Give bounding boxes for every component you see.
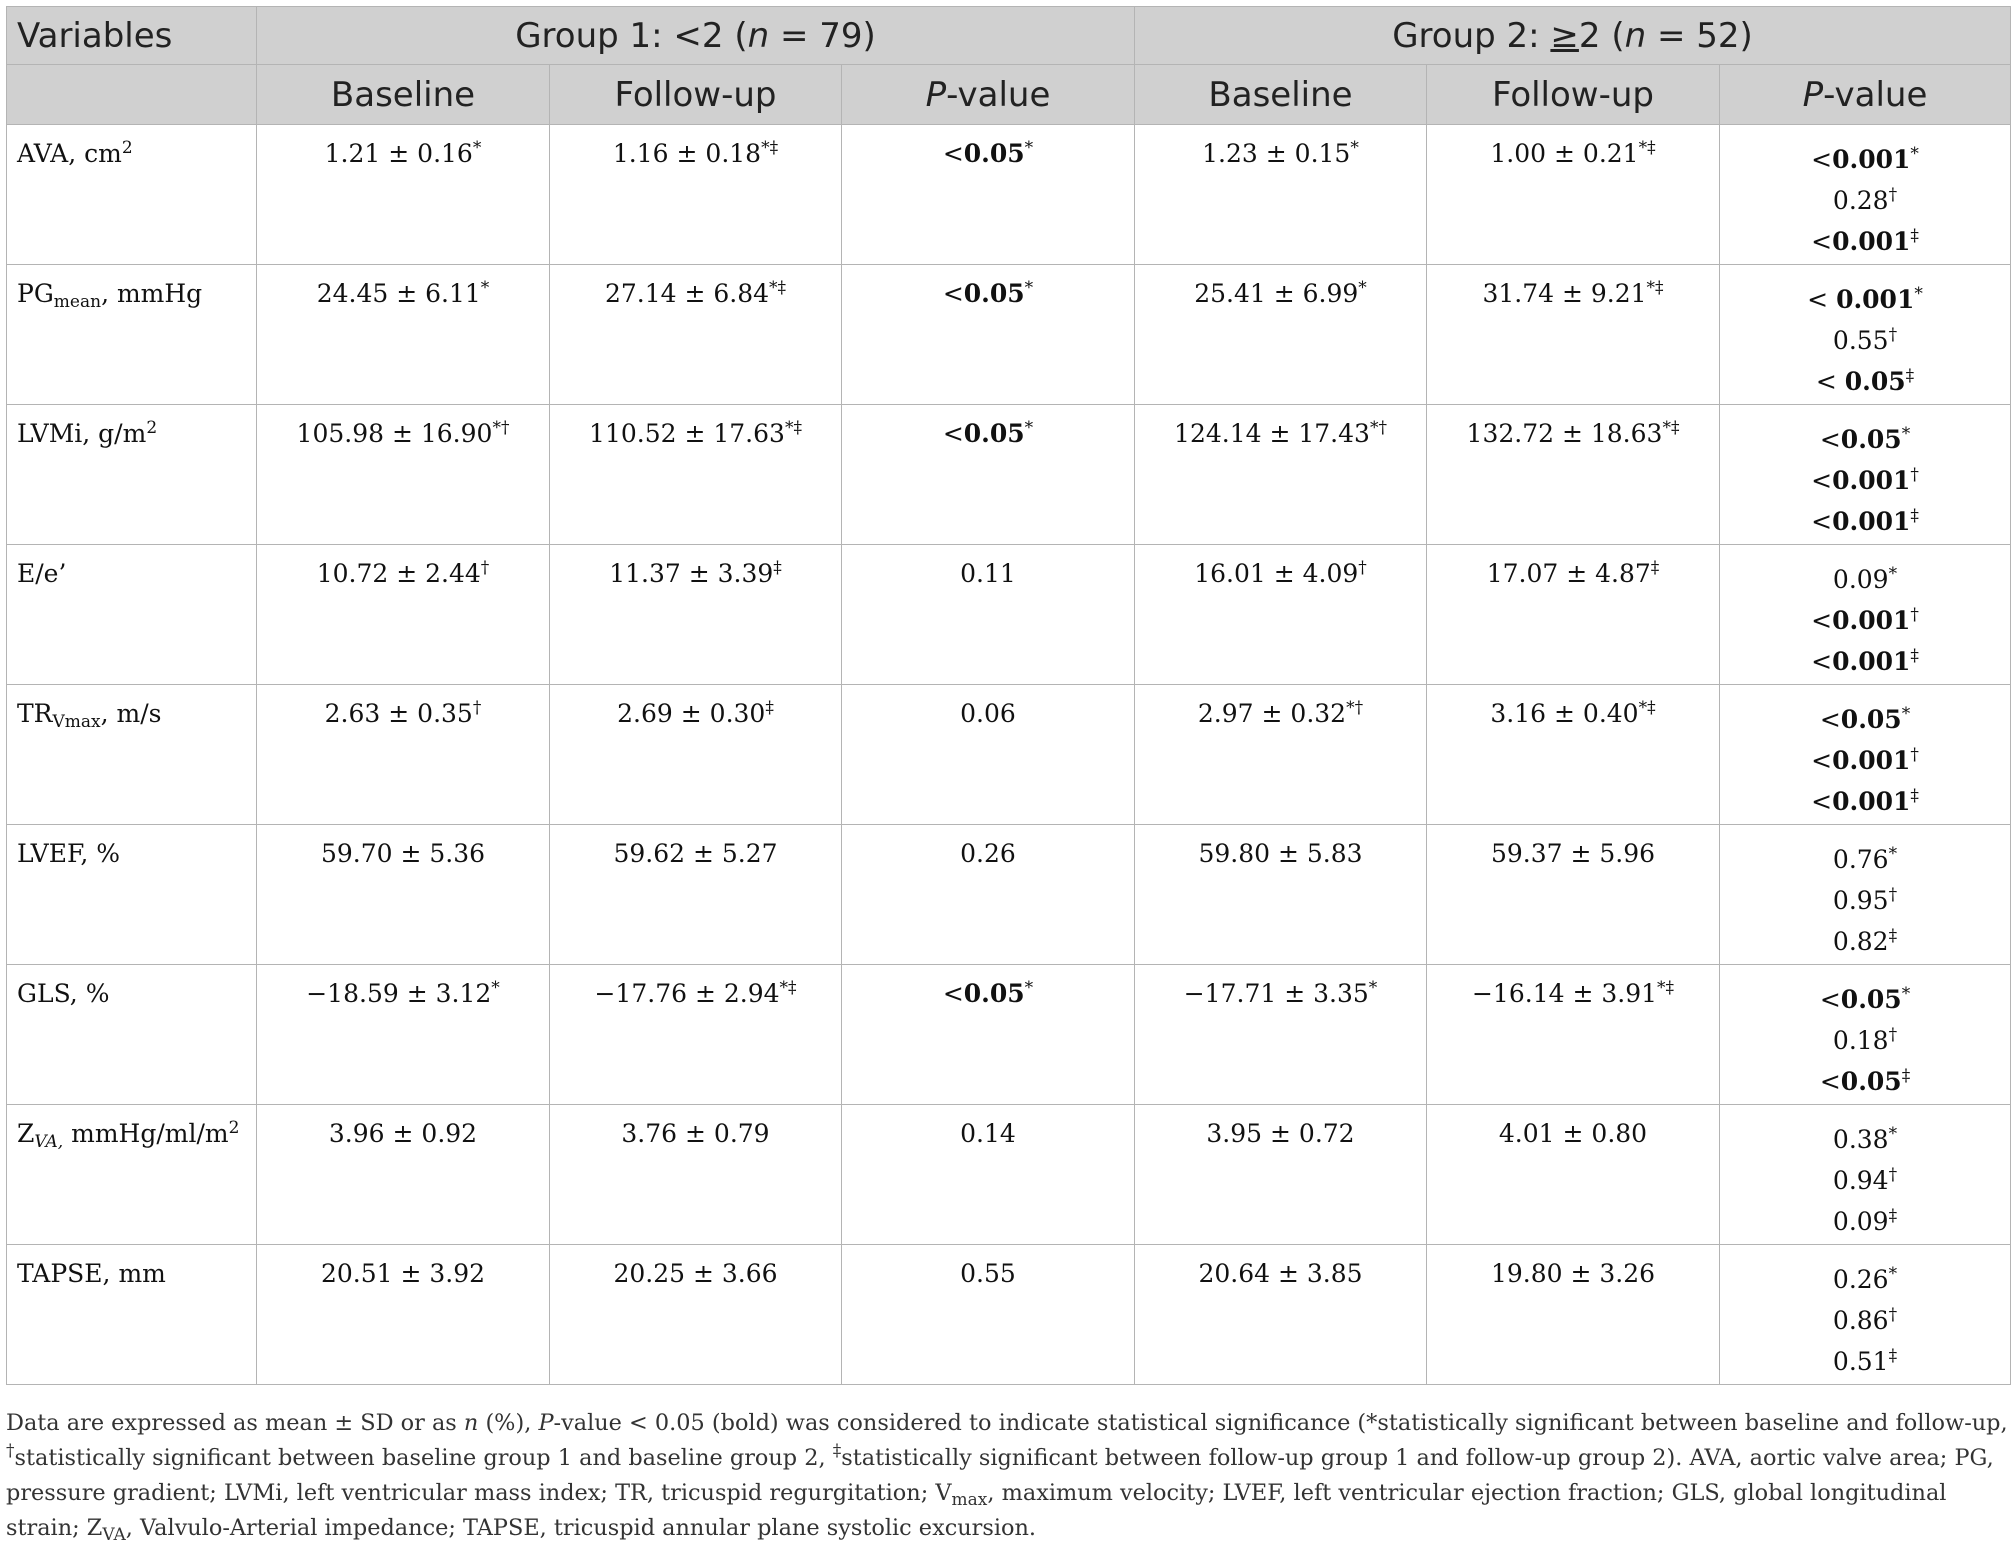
g1-baseline-cell: 1.21 ± 0.16* bbox=[257, 125, 550, 265]
table-row bbox=[7, 1105, 2011, 1245]
g1-baseline-cell: 2.63 ± 0.35† bbox=[257, 685, 550, 825]
g1-followup-cell: 2.69 ± 0.30‡ bbox=[550, 685, 842, 825]
g1-pvalue-cell: <0.05* bbox=[842, 965, 1135, 1105]
g1-followup-cell: 27.14 ± 6.84*‡ bbox=[550, 265, 842, 405]
g1-pvalue-cell: 0.55 bbox=[842, 1245, 1135, 1385]
header-empty bbox=[7, 65, 257, 125]
g1-pvalue-cell: 0.06 bbox=[842, 685, 1135, 825]
variable-cell: LVEF, % bbox=[7, 825, 257, 965]
variable-cell: E/e’ bbox=[7, 545, 257, 685]
table-row bbox=[7, 825, 2011, 965]
g1-baseline-cell: 3.96 ± 0.92 bbox=[257, 1105, 550, 1245]
pvalue-line: < 0.001* bbox=[1807, 284, 1923, 314]
pvalue-line: <0.001‡ bbox=[1811, 646, 1919, 676]
variable-cell: AVA, $cm^2$ bbox=[7, 125, 257, 265]
table-row bbox=[7, 1245, 2011, 1385]
g1-pvalue-cell: 0.14 bbox=[842, 1105, 1135, 1245]
data-table bbox=[6, 6, 2011, 1385]
g1-followup-cell: 110.52 ± 17.63*‡ bbox=[550, 405, 842, 545]
pvalue-line: 0.95† bbox=[1832, 885, 1898, 915]
g2-pvalue-cell bbox=[1720, 965, 2011, 1105]
pvalue-line: 0.51‡ bbox=[1832, 1346, 1898, 1376]
pvalue-line: <0.001‡ bbox=[1811, 226, 1919, 256]
table-row bbox=[7, 405, 2011, 545]
variable-cell: LVMi, $g/m^2$ bbox=[7, 405, 257, 545]
g1-baseline-cell: 10.72 ± 2.44† bbox=[257, 545, 550, 685]
table-wrapper bbox=[6, 6, 2010, 1385]
header-group-2: Group 2: ≥2 (n = 52) bbox=[1135, 7, 2011, 65]
pvalue-line: <0.05* bbox=[1819, 424, 1911, 454]
g2-followup-cell: 31.74 ± 9.21*‡ bbox=[1427, 265, 1720, 405]
g2-baseline-cell: 16.01 ± 4.09† bbox=[1135, 545, 1427, 685]
pvalue-line: 0.55† bbox=[1832, 325, 1898, 355]
g2-followup-cell: −16.14 ± 3.91*‡ bbox=[1427, 965, 1720, 1105]
g2-followup-cell: 4.01 ± 0.80 bbox=[1427, 1105, 1720, 1245]
g2-followup-cell: 17.07 ± 4.87‡ bbox=[1427, 545, 1720, 685]
g2-baseline-cell: 3.95 ± 0.72 bbox=[1135, 1105, 1427, 1245]
pvalue-line: 0.38* bbox=[1832, 1124, 1898, 1154]
table-row bbox=[7, 545, 2011, 685]
g1-baseline-cell: 24.45 ± 6.11* bbox=[257, 265, 550, 405]
pvalue-line: 0.82‡ bbox=[1832, 926, 1898, 956]
g1-followup-cell: 3.76 ± 0.79 bbox=[550, 1105, 842, 1245]
header-g2-baseline: Baseline bbox=[1135, 65, 1427, 125]
g2-followup-cell: 1.00 ± 0.21*‡ bbox=[1427, 125, 1720, 265]
table-row bbox=[7, 965, 2011, 1105]
g2-baseline-cell: −17.71 ± 3.35* bbox=[1135, 965, 1427, 1105]
g2-baseline-cell: 25.41 ± 6.99* bbox=[1135, 265, 1427, 405]
pvalue-line: <0.001* bbox=[1811, 144, 1919, 174]
pvalue-line: 0.86† bbox=[1832, 1305, 1898, 1335]
header-g1-pvalue: P-value bbox=[842, 65, 1135, 125]
pvalue-line: 0.26* bbox=[1832, 1264, 1898, 1294]
g1-followup-cell: 11.37 ± 3.39‡ bbox=[550, 545, 842, 685]
pvalue-line: <0.001† bbox=[1811, 605, 1919, 635]
g2-pvalue-cell bbox=[1720, 1105, 2011, 1245]
g2-baseline-cell: 20.64 ± 3.85 bbox=[1135, 1245, 1427, 1385]
g2-pvalue-cell bbox=[1720, 1245, 2011, 1385]
g2-followup-cell: 19.80 ± 3.26 bbox=[1427, 1245, 1720, 1385]
g2-pvalue-cell bbox=[1720, 825, 2011, 965]
g2-baseline-cell: 2.97 ± 0.32*† bbox=[1135, 685, 1427, 825]
g2-baseline-cell: 1.23 ± 0.15* bbox=[1135, 125, 1427, 265]
pvalue-line: <0.001‡ bbox=[1811, 786, 1919, 816]
g1-baseline-cell: −18.59 ± 3.12* bbox=[257, 965, 550, 1105]
pvalue-line: <0.001‡ bbox=[1811, 506, 1919, 536]
g1-pvalue-cell: <0.05* bbox=[842, 265, 1135, 405]
pvalue-line: <0.05* bbox=[1819, 704, 1911, 734]
g1-baseline-cell: 105.98 ± 16.90*† bbox=[257, 405, 550, 545]
g2-followup-cell: 59.37 ± 5.96 bbox=[1427, 825, 1720, 965]
pvalue-line: 0.94† bbox=[1832, 1165, 1898, 1195]
variable-cell: $PG_{mean}$, mmHg bbox=[7, 265, 257, 405]
g1-baseline-cell: 59.70 ± 5.36 bbox=[257, 825, 550, 965]
header-g2-followup: Follow-up bbox=[1427, 65, 1720, 125]
pvalue-line: <0.001† bbox=[1811, 465, 1919, 495]
pvalue-line: <0.05‡ bbox=[1819, 1066, 1911, 1096]
g2-followup-cell: 132.72 ± 18.63*‡ bbox=[1427, 405, 1720, 545]
header-g1-followup: Follow-up bbox=[550, 65, 842, 125]
variable-cell: $Z_{VA,}$ mmHg/$ml/m^2$ bbox=[7, 1105, 257, 1245]
pvalue-line: 0.09* bbox=[1832, 564, 1898, 594]
table-row bbox=[7, 685, 2011, 825]
table-footnote: Data are expressed as mean ± SD or as n (%), P-value < 0.05 (bold) was considered to indicate statistical significance (*statistically significant between baseline and follow-up, †statistically significant between baseline group 1 and baseline group 2, ‡statistically significant between follow-up group 1 and follow-up group 2). AVA, aortic valve area; PG, pressure gradient; LVMi, left ventricular mass index; TR, tricuspid regurgitation; $V_{max}$, maximum velocity; LVEF, left ventricular ejection fraction; GLS, global longitudinal strain; $Z_{VA}$, Valvulo-Arterial impedance; TAPSE, tricuspid annular plane systolic excursion. bbox=[6, 1410, 2008, 1545]
g2-baseline-cell: 124.14 ± 17.43*† bbox=[1135, 405, 1427, 545]
table-row bbox=[7, 265, 2011, 405]
variable-cell: $TR_{Vmax}$, m/s bbox=[7, 685, 257, 825]
g2-followup-cell: 3.16 ± 0.40*‡ bbox=[1427, 685, 1720, 825]
pvalue-line: <0.05* bbox=[1819, 984, 1911, 1014]
table-body bbox=[7, 125, 2011, 1385]
pvalue-line: <0.001† bbox=[1811, 745, 1919, 775]
pvalue-line: 0.76* bbox=[1832, 844, 1898, 874]
header-g1-baseline: Baseline bbox=[257, 65, 550, 125]
g1-followup-cell: 20.25 ± 3.66 bbox=[550, 1245, 842, 1385]
pvalue-line: 0.18† bbox=[1832, 1025, 1898, 1055]
header-variables: Variables bbox=[7, 7, 257, 65]
g2-baseline-cell: 59.80 ± 5.83 bbox=[1135, 825, 1427, 965]
header-g2-pvalue: P-value bbox=[1720, 65, 2011, 125]
g2-pvalue-cell bbox=[1720, 265, 2011, 405]
table-row bbox=[7, 125, 2011, 265]
g2-pvalue-cell bbox=[1720, 685, 2011, 825]
g1-pvalue-cell: <0.05* bbox=[842, 405, 1135, 545]
variable-cell: TAPSE, mm bbox=[7, 1245, 257, 1385]
g2-pvalue-cell bbox=[1720, 545, 2011, 685]
pvalue-line: < 0.05‡ bbox=[1815, 366, 1915, 396]
variable-cell: GLS, % bbox=[7, 965, 257, 1105]
header-row-columns bbox=[7, 65, 2011, 125]
g1-pvalue-cell: 0.26 bbox=[842, 825, 1135, 965]
g1-pvalue-cell: <0.05* bbox=[842, 125, 1135, 265]
g2-pvalue-cell bbox=[1720, 405, 2011, 545]
pvalue-line: 0.28† bbox=[1832, 185, 1898, 215]
g1-followup-cell: 59.62 ± 5.27 bbox=[550, 825, 842, 965]
header-row-groups bbox=[7, 7, 2011, 65]
g2-pvalue-cell bbox=[1720, 125, 2011, 265]
g1-baseline-cell: 20.51 ± 3.92 bbox=[257, 1245, 550, 1385]
header-group-1: Group 1: <2 (n = 79) bbox=[257, 7, 1135, 65]
g1-followup-cell: 1.16 ± 0.18*‡ bbox=[550, 125, 842, 265]
g1-pvalue-cell: 0.11 bbox=[842, 545, 1135, 685]
pvalue-line: 0.09‡ bbox=[1832, 1206, 1898, 1236]
g1-followup-cell: −17.76 ± 2.94*‡ bbox=[550, 965, 842, 1105]
